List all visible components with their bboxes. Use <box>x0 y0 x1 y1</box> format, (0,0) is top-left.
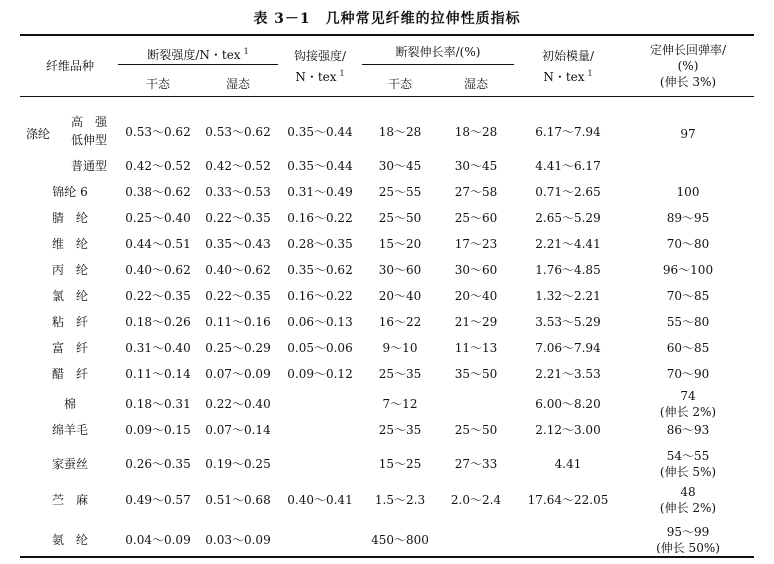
fiber-name: 维 纶 <box>51 237 88 251</box>
cell-modulus: 2.21～4.41 <box>535 237 601 251</box>
cell-e-wet: 17～23 <box>454 237 498 251</box>
cell-e-wet: 27～58 <box>454 185 498 199</box>
cell-s-wet: 0.11～0.16 <box>205 315 271 329</box>
cell-s-dry: 0.04～0.09 <box>125 533 191 547</box>
cell-recovery: 70～90 <box>666 367 710 381</box>
cell-hook: 0.05～0.06 <box>287 341 353 355</box>
cell-recovery: 70～80 <box>666 237 710 251</box>
cell-recovery: 60～85 <box>666 341 710 355</box>
cell-modulus: 6.00～8.20 <box>535 397 601 411</box>
cell-s-wet: 0.51～0.68 <box>205 493 271 507</box>
cell-e-dry: 1.5～2.3 <box>374 493 426 507</box>
polyester-group-label: 涤纶 <box>26 127 51 141</box>
header-hook-1: 钩接强度/ <box>293 49 347 63</box>
cell-e-wet: 20～40 <box>454 289 498 303</box>
elong-subheader-rule <box>362 64 514 65</box>
cell-s-dry: 0.09～0.15 <box>125 423 191 437</box>
cell-s-dry: 0.49～0.57 <box>125 493 191 507</box>
cell-s-dry: 0.18～0.31 <box>125 397 191 411</box>
header-recovery-2: (%) <box>677 59 699 73</box>
cell-hook: 0.35～0.62 <box>287 263 353 277</box>
cell-s-dry: 0.31～0.40 <box>125 341 191 355</box>
header-modulus-1: 初始模量/ <box>541 49 595 63</box>
cell-s-dry: 0.42～0.52 <box>125 159 191 173</box>
cell-modulus: 17.64～22.05 <box>527 493 609 507</box>
cell-s-wet: 0.33～0.53 <box>205 185 271 199</box>
cell-s-dry: 0.26～0.35 <box>125 457 191 471</box>
cell-hook: 0.40～0.41 <box>287 493 353 507</box>
header-modulus-2: N・tex $^1$ <box>543 69 593 84</box>
header-variety: 纤维品种 <box>45 59 94 73</box>
cell-s-dry: 0.53～0.62 <box>125 125 191 139</box>
fiber-name: 高 强 <box>70 115 107 129</box>
cell-recovery: 54～55 <box>666 449 710 463</box>
cell-e-dry: 30～45 <box>378 159 422 173</box>
cell-modulus: 1.76～4.85 <box>535 263 601 277</box>
cell-s-dry: 0.25～0.40 <box>125 211 191 225</box>
cell-modulus: 3.53～5.29 <box>535 315 601 329</box>
cell-hook: 0.35～0.44 <box>287 125 353 139</box>
cell-recovery: 100 <box>676 185 700 199</box>
fiber-name: 锦纶 6 <box>52 185 88 199</box>
cell-modulus: 2.65～5.29 <box>535 211 601 225</box>
cell-e-dry: 450～800 <box>371 533 429 547</box>
cell-modulus: 0.71～2.65 <box>535 185 601 199</box>
header-elong-dry: 干态 <box>387 77 412 91</box>
cell-s-wet: 0.40～0.62 <box>205 263 271 277</box>
cell-e-dry: 15～20 <box>378 237 422 251</box>
cell-s-wet: 0.19～0.25 <box>205 457 271 471</box>
cell-e-wet: 25～60 <box>454 211 498 225</box>
cell-s-wet: 0.22～0.35 <box>205 211 271 225</box>
cell-s-dry: 0.22～0.35 <box>125 289 191 303</box>
cell-e-wet: 21～29 <box>454 315 498 329</box>
cell-hook: 0.16～0.22 <box>287 211 353 225</box>
header-strength-dry: 干态 <box>145 77 170 91</box>
cell-e-dry: 30～60 <box>378 263 422 277</box>
cell-s-wet: 0.07～0.09 <box>205 367 271 381</box>
cell-recovery: 96～100 <box>662 263 714 277</box>
cell-e-dry: 16～22 <box>378 315 422 329</box>
cell-s-dry: 0.40～0.62 <box>125 263 191 277</box>
fiber-name: 粘 纤 <box>51 315 88 329</box>
cell-e-dry: 25～50 <box>378 211 422 225</box>
table-title: 表 3－1 几种常见纤维的拉伸性质指标 <box>253 11 521 27</box>
polyester-recovery: 97 <box>680 127 696 141</box>
header-recovery-1: 定伸长回弹率/ <box>649 43 727 57</box>
cell-recovery-note: (伸长 2%) <box>659 501 717 515</box>
fiber-name: 苎 麻 <box>51 493 88 507</box>
cell-e-dry: 25～55 <box>378 185 422 199</box>
cell-hook: 0.31～0.49 <box>287 185 353 199</box>
fiber-name: 富 纤 <box>51 341 88 355</box>
cell-modulus: 1.32～2.21 <box>535 289 601 303</box>
cell-recovery: 86～93 <box>666 423 710 437</box>
cell-e-wet: 30～45 <box>454 159 498 173</box>
cell-recovery: 48 <box>680 485 696 499</box>
header-bottom-rule <box>20 96 754 97</box>
cell-s-dry: 0.44～0.51 <box>125 237 191 251</box>
cell-s-dry: 0.38～0.62 <box>125 185 191 199</box>
fiber-name: 醋 纤 <box>51 367 88 381</box>
cell-modulus: 2.12～3.00 <box>535 423 601 437</box>
cell-e-dry: 25～35 <box>378 367 422 381</box>
cell-e-dry: 7～12 <box>382 397 418 411</box>
cell-e-dry: 9～10 <box>382 341 418 355</box>
cell-recovery: 74 <box>680 389 696 403</box>
cell-recovery-note: (伸长 50%) <box>656 541 720 555</box>
cell-modulus: 6.17～7.94 <box>535 125 601 139</box>
cell-e-wet: 11～13 <box>454 341 498 355</box>
cell-e-dry: 20～40 <box>378 289 422 303</box>
fiber-name: 氯 纶 <box>51 289 88 303</box>
header-strength: 断裂强度/N・tex $^1$ <box>147 47 249 62</box>
cell-e-wet: 35～50 <box>454 367 498 381</box>
cell-modulus: 7.06～7.94 <box>535 341 601 355</box>
cell-e-wet: 18～28 <box>454 125 498 139</box>
fiber-name: 家蚕丝 <box>51 457 88 471</box>
cell-hook: 0.09～0.12 <box>287 367 353 381</box>
cell-s-dry: 0.18～0.26 <box>125 315 191 329</box>
fiber-name: 普通型 <box>70 159 107 173</box>
cell-e-dry: 18～28 <box>378 125 422 139</box>
cell-s-wet: 0.35～0.43 <box>205 237 271 251</box>
cell-s-wet: 0.22～0.35 <box>205 289 271 303</box>
cell-s-dry: 0.11～0.14 <box>125 367 191 381</box>
cell-hook: 0.28～0.35 <box>287 237 353 251</box>
cell-e-dry: 15～25 <box>378 457 422 471</box>
cell-e-wet: 25～50 <box>454 423 498 437</box>
cell-modulus: 4.41～6.17 <box>535 159 601 173</box>
header-strength-wet: 湿态 <box>225 77 250 91</box>
cell-recovery-note: (伸长 5%) <box>659 465 717 479</box>
cell-s-wet: 0.03～0.09 <box>205 533 271 547</box>
cell-recovery: 89～95 <box>666 211 710 225</box>
fiber-name: 氨 纶 <box>51 533 88 547</box>
fiber-name: 腈 纶 <box>51 211 88 225</box>
fiber-name-2: 低伸型 <box>70 133 107 147</box>
fiber-name: 丙 纶 <box>51 263 88 277</box>
header-recovery-3: (伸长 3%) <box>659 75 717 89</box>
cell-e-wet: 30～60 <box>454 263 498 277</box>
bottom-rule <box>20 556 754 558</box>
fiber-name: 棉 <box>63 397 76 411</box>
cell-s-wet: 0.53～0.62 <box>205 125 271 139</box>
cell-s-wet: 0.07～0.14 <box>205 423 271 437</box>
header-hook-2: N・tex $^1$ <box>295 69 345 84</box>
cell-e-wet: 27～33 <box>454 457 498 471</box>
cell-s-wet: 0.42～0.52 <box>205 159 271 173</box>
cell-e-dry: 25～35 <box>378 423 422 437</box>
cell-recovery: 55～80 <box>666 315 710 329</box>
cell-s-wet: 0.22～0.40 <box>205 397 271 411</box>
strength-subheader-rule <box>118 64 278 65</box>
cell-recovery-note: (伸长 2%) <box>659 405 717 419</box>
cell-hook: 0.35～0.44 <box>287 159 353 173</box>
fiber-name: 绵羊毛 <box>51 423 88 437</box>
header-elong-wet: 湿态 <box>463 77 488 91</box>
cell-e-wet: 2.0～2.4 <box>450 493 502 507</box>
cell-s-wet: 0.25～0.29 <box>205 341 271 355</box>
cell-hook: 0.06～0.13 <box>287 315 353 329</box>
cell-modulus: 2.21～3.53 <box>535 367 601 381</box>
header-elongation: 断裂伸长率/(%) <box>395 45 481 59</box>
cell-recovery: 95～99 <box>666 525 710 539</box>
cell-hook: 0.16～0.22 <box>287 289 353 303</box>
cell-recovery: 70～85 <box>666 289 710 303</box>
cell-modulus: 4.41 <box>554 457 582 471</box>
top-rule <box>20 34 754 36</box>
